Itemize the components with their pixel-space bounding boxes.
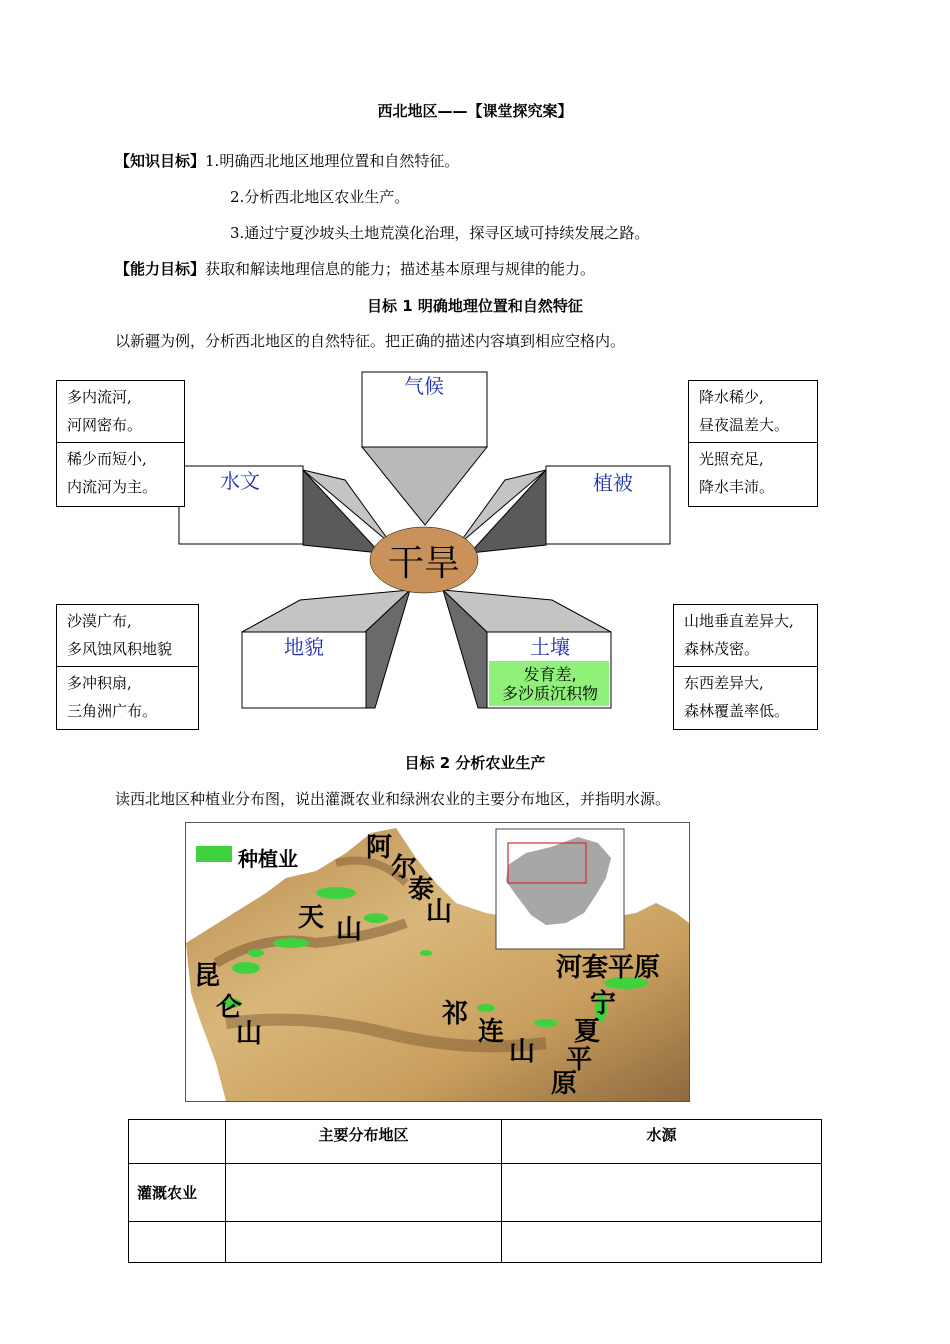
card-right-bottom-2 bbox=[673, 666, 818, 730]
goal1-heading: 目标 1 明确地理位置和自然特征 bbox=[367, 297, 583, 315]
agriculture-table bbox=[128, 1119, 822, 1263]
landform-label: 地貌 bbox=[284, 635, 324, 659]
soil-answer-line: 多沙质沉积物 bbox=[501, 684, 599, 703]
table-header-row bbox=[129, 1120, 822, 1164]
card-text: 东西差异大, bbox=[684, 674, 764, 692]
ability-goal-label: 【能力目标】 bbox=[115, 260, 206, 278]
knowledge-goal-label: 【知识目标】 bbox=[115, 152, 206, 170]
map-char: 平 bbox=[566, 1045, 593, 1075]
table-row-label bbox=[129, 1222, 226, 1263]
card-text: 多内流河, bbox=[67, 388, 132, 406]
goal2-heading: 目标 2 分析农业生产 bbox=[404, 754, 546, 772]
map-char: 昆 bbox=[194, 961, 221, 991]
label-altai bbox=[366, 827, 392, 864]
map-char: 山 bbox=[336, 915, 363, 945]
card-text: 降水丰沛。 bbox=[699, 478, 775, 496]
center-label: 干旱 bbox=[387, 543, 461, 584]
table-row-label: 灌溉农业 bbox=[129, 1164, 226, 1222]
card-text: 沙漠广布, bbox=[67, 612, 132, 630]
hydrology-label: 水文 bbox=[220, 469, 260, 493]
card-text: 山地垂直差异大, bbox=[684, 612, 794, 630]
goal1-instruction: 以新疆为例，分析西北地区的自然特征。把正确的描述内容填到相应空格内。 bbox=[115, 332, 626, 350]
legend-label: 种植业 bbox=[238, 847, 298, 871]
table-header-cell: 水源 bbox=[502, 1120, 822, 1164]
card-text: 多冲积扇, bbox=[67, 674, 132, 692]
card-text: 河网密布。 bbox=[67, 416, 143, 434]
ability-goal-text: 获取和解读地理信息的能力；描述基本原理与规律的能力。 bbox=[205, 260, 596, 278]
legend-swatch bbox=[196, 846, 232, 862]
label-hetao: 河套平原 bbox=[556, 953, 661, 983]
answer-cell[interactable] bbox=[502, 1222, 822, 1263]
table-row bbox=[129, 1222, 822, 1263]
table-header-cell: 主要分布地区 bbox=[226, 1120, 502, 1164]
map-char: 宁 bbox=[590, 989, 617, 1019]
climate-connector bbox=[362, 447, 487, 525]
card-text: 森林茂密。 bbox=[684, 640, 760, 658]
card-text: 稀少而短小, bbox=[67, 450, 147, 468]
map-char: 山 bbox=[236, 1019, 263, 1049]
planting-distribution-map bbox=[185, 822, 690, 1102]
card-right-top-2 bbox=[688, 442, 818, 507]
card-right-top-1 bbox=[688, 380, 818, 443]
card-left-bottom-1 bbox=[56, 604, 199, 667]
map-char: 尔 bbox=[391, 853, 418, 883]
card-left-top-1 bbox=[56, 380, 185, 443]
card-text: 降水稀少, bbox=[699, 388, 764, 406]
knowledge-goal-item: 1.明确西北地区地理位置和自然特征。 bbox=[205, 152, 460, 170]
map-char: 山 bbox=[509, 1037, 536, 1067]
card-right-bottom-1 bbox=[673, 604, 818, 667]
card-text: 三角洲广布。 bbox=[67, 702, 158, 720]
card-text: 多风蚀风积地貌 bbox=[67, 640, 173, 658]
climate-label: 气候 bbox=[404, 374, 444, 398]
map-char: 泰 bbox=[408, 875, 435, 905]
card-text: 内流河为主。 bbox=[67, 478, 158, 496]
map-char: 仑 bbox=[216, 993, 243, 1023]
table-header-cell bbox=[129, 1120, 226, 1164]
answer-cell[interactable] bbox=[502, 1164, 822, 1222]
knowledge-goal-item: 3.通过宁夏沙坡头土地荒漠化治理，探寻区域可持续发展之路。 bbox=[230, 224, 650, 242]
card-left-bottom-2 bbox=[56, 666, 199, 730]
card-text: 森林覆盖率低。 bbox=[684, 702, 790, 720]
card-left-top-2 bbox=[56, 442, 185, 507]
answer-cell[interactable] bbox=[226, 1222, 502, 1263]
map-char: 连 bbox=[478, 1017, 505, 1047]
map-char: 原 bbox=[551, 1069, 578, 1099]
card-text: 昼夜温差大。 bbox=[699, 416, 790, 434]
knowledge-goal-item: 2.分析西北地区农业生产。 bbox=[230, 188, 410, 206]
goal2-instruction: 读西北地区种植业分布图，说出灌溉农业和绿洲农业的主要分布地区，并指明水源。 bbox=[115, 790, 671, 808]
map-char: 夏 bbox=[574, 1017, 601, 1047]
answer-cell[interactable] bbox=[226, 1164, 502, 1222]
soil-answer-line: 发育差, bbox=[523, 665, 577, 684]
map-char: 天 bbox=[298, 903, 325, 933]
card-text: 光照充足, bbox=[699, 450, 764, 468]
vegetation-label: 植被 bbox=[593, 471, 633, 495]
map-char: 阿 bbox=[366, 833, 393, 863]
soil-label: 土壤 bbox=[530, 635, 570, 659]
map-char: 祁 bbox=[442, 999, 469, 1029]
map-char: 山 bbox=[426, 897, 453, 927]
page-title: 西北地区——【课堂探究案】 bbox=[377, 102, 573, 120]
table-row bbox=[129, 1164, 822, 1222]
